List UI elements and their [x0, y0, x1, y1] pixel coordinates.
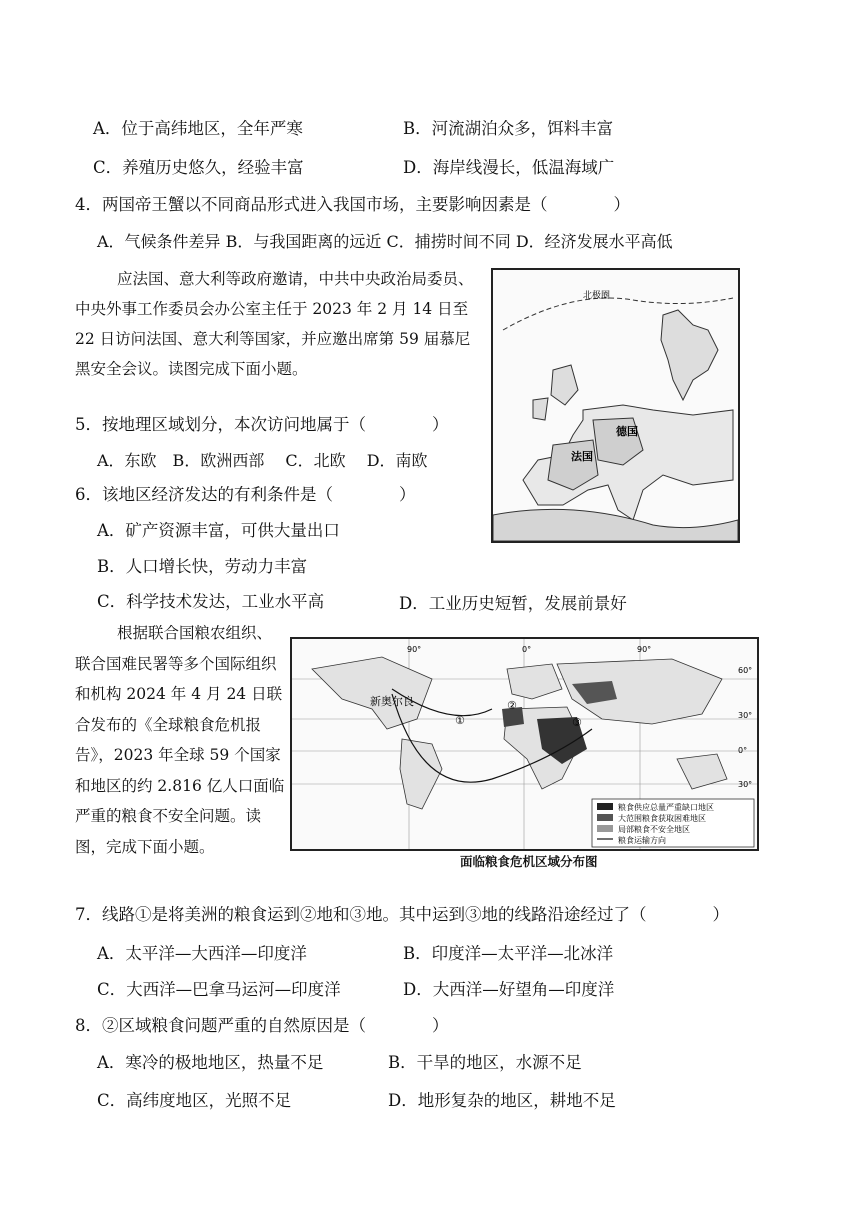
- svg-text:粮食供应总量严重缺口地区: 粮食供应总量严重缺口地区: [618, 803, 714, 812]
- marker-2: ②: [507, 699, 517, 712]
- q7-option-a[interactable]: A．太平洋—大西洋—印度洋: [97, 944, 307, 963]
- europe-map: [491, 268, 740, 543]
- q6-option-c[interactable]: C．科学技术发达，工业水平高: [97, 592, 325, 611]
- q8-stem: 8．②区域粮食问题严重的自然原因是（ ）: [75, 1016, 449, 1035]
- svg-text:90°: 90°: [407, 645, 422, 654]
- q7-stem: 7．线路①是将美洲的粮食运到②地和③地。其中运到③地的线路沿途经过了（ ）: [75, 905, 729, 924]
- q8-option-b[interactable]: B．干旱的地区，水源不足: [388, 1053, 582, 1072]
- q6-option-b[interactable]: B．人口增长快，劳动力丰富: [97, 557, 308, 576]
- svg-text:0°: 0°: [738, 746, 748, 755]
- q5-stem: 5．按地理区域划分，本次访问地属于（ ）: [75, 415, 449, 434]
- q4-stem: 4．两国帝王蟹以不同商品形式进入我国市场，主要影响因素是（ ）: [75, 195, 630, 214]
- passage-europe-visit: 应法国、意大利等政府邀请，中共中央政治局委员、中央外事工作委员会办公室主任于 2023 年 2 月 14 日至 22 日访问法国、意大利等国家，并应邀出席第 59 届慕尼黑安全会议。读图完成下面小题。: [75, 270, 474, 378]
- q7-option-b[interactable]: B．印度洋—太平洋—北冰洋: [403, 944, 614, 963]
- svg-text:大范围粮食获取困难地区: 大范围粮食获取困难地区: [618, 814, 706, 823]
- svg-text:30°: 30°: [738, 711, 753, 720]
- q5-options[interactable]: A．东欧 B．欧洲西部 C．北欧 D．南欧: [97, 451, 428, 470]
- arctic-circle-label: 北极圈: [583, 291, 611, 301]
- svg-text:90°: 90°: [637, 645, 652, 654]
- svg-text:局部粮食不安全地区: 局部粮食不安全地区: [618, 825, 690, 834]
- map-legend: [592, 799, 754, 847]
- q8-option-d[interactable]: D．地形复杂的地区，耕地不足: [388, 1091, 616, 1110]
- svg-text:0°: 0°: [522, 645, 532, 654]
- q4-options[interactable]: A．气候条件差异 B．与我国距离的远近 C．捕捞时间不同 D．经济发展水平高低: [97, 232, 673, 251]
- passage-food-crisis: 根据联合国粮农组织、联合国难民署等多个国际组织和机构 2024 年 4 月 24 日联合发布的《全球粮食危机报告》，2023 年全球 59 个国家和地区的约 2.816 亿人口面临严重的粮食不安全问题。读图，完成下面小题。: [75, 624, 285, 856]
- q3-option-b[interactable]: B．河流湖泊众多，饵料丰富: [403, 119, 614, 138]
- q3-option-c[interactable]: C．养殖历史悠久，经验丰富: [93, 158, 304, 177]
- svg-text:60°: 60°: [738, 666, 753, 675]
- world-food-crisis-map: [290, 637, 759, 851]
- svg-text:30°: 30°: [738, 780, 753, 789]
- q6-stem: 6．该地区经济发达的有利条件是（ ）: [75, 485, 416, 504]
- germany-label: 德国: [616, 425, 638, 438]
- new-orleans-label: 新奥尔良: [370, 695, 414, 708]
- svg-text:粮食运输方向: 粮食运输方向: [618, 836, 666, 845]
- marker-3: ③: [572, 716, 582, 729]
- q6-option-a[interactable]: A．矿产资源丰富，可供大量出口: [97, 521, 340, 540]
- q7-option-d[interactable]: D．大西洋—好望角—印度洋: [403, 980, 615, 999]
- world-map-caption: 面临粮食危机区域分布图: [460, 854, 598, 869]
- q3-option-a[interactable]: A．位于高纬地区，全年严寒: [93, 119, 303, 138]
- q8-option-a[interactable]: A．寒冷的极地地区，热量不足: [97, 1053, 324, 1072]
- marker-1: ①: [455, 714, 465, 727]
- q7-option-c[interactable]: C．大西洋—巴拿马运河—印度洋: [97, 980, 341, 999]
- france-label: 法国: [571, 450, 593, 463]
- q6-option-d[interactable]: D．工业历史短暂，发展前景好: [399, 594, 627, 613]
- q8-option-c[interactable]: C．高纬度地区，光照不足: [97, 1091, 292, 1110]
- q3-option-d[interactable]: D．海岸线漫长，低温海域广: [403, 158, 615, 177]
